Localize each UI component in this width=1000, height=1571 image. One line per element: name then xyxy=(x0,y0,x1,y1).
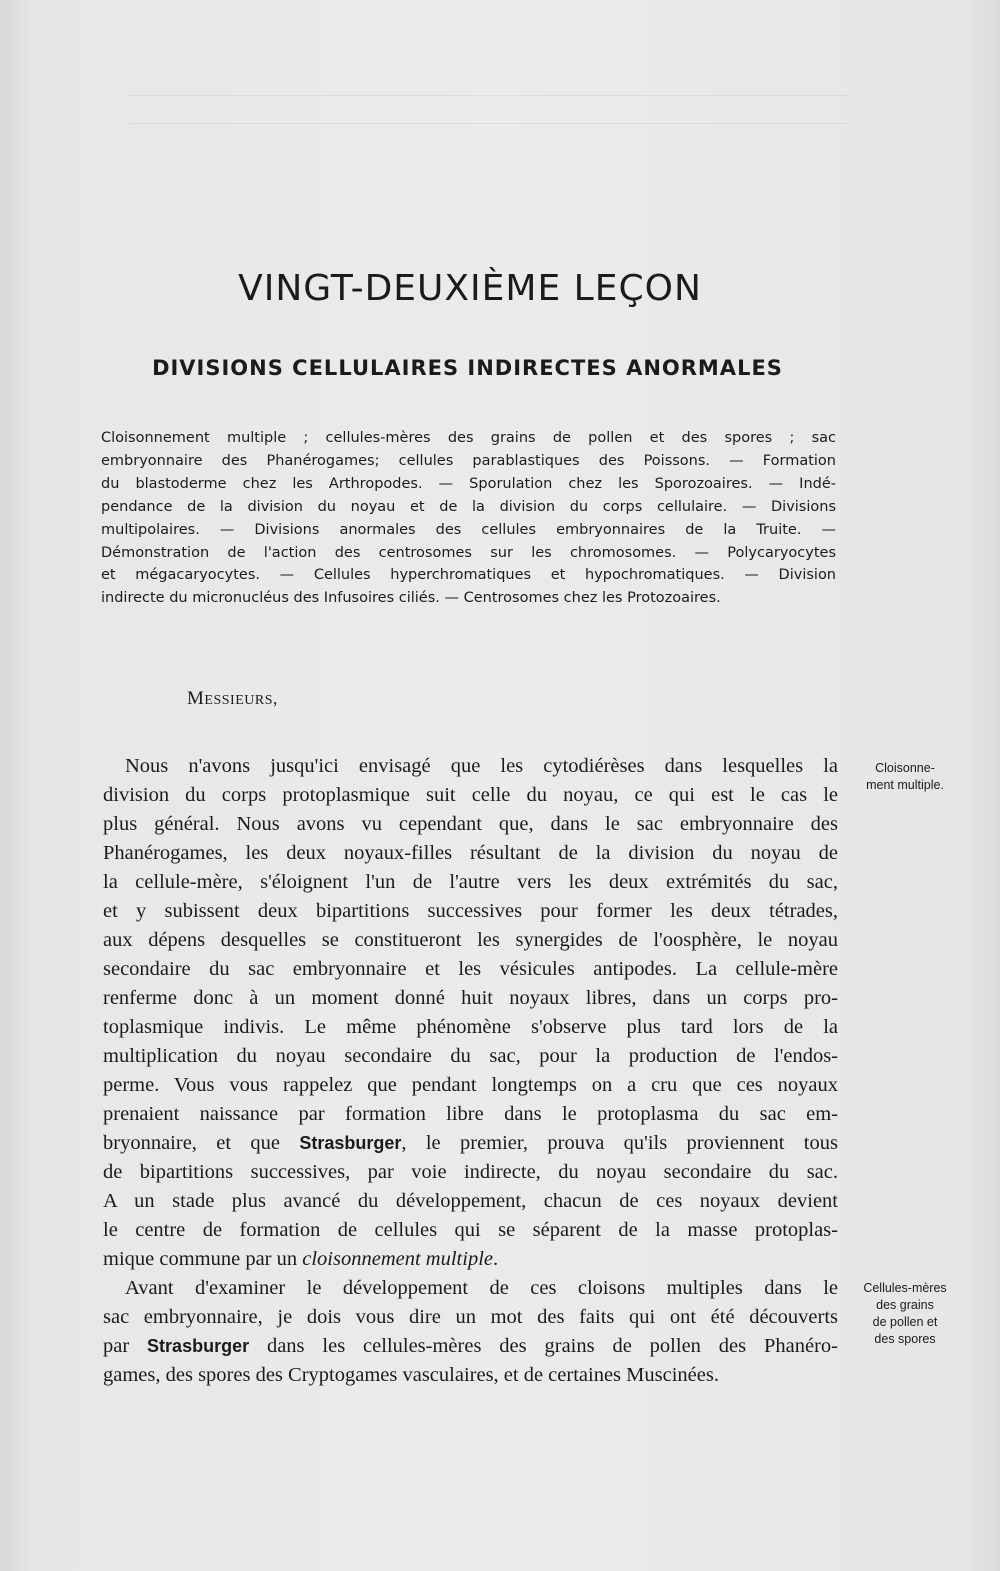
salutation-punct: , xyxy=(272,689,278,708)
body-line: Nous n'avons jusqu'ici envisagé que les cytodiérèses dans lesquelles la xyxy=(125,755,838,777)
margin-note-cellules-meres xyxy=(850,1280,960,1348)
summary-line: du blastoderme chez les Arthropodes. — Sporulation chez les Sporozoaires. — Indé- xyxy=(101,475,836,492)
italic-term: cloisonnement multiple xyxy=(302,1248,493,1270)
summary-line: Démonstration de l'action des centrosomes sur les chromosomes. — Polycaryocytes xyxy=(101,544,836,561)
body-line-tail: , le premier, prouva qu'ils proviennent tous xyxy=(401,1132,838,1154)
author-name: Strasburger xyxy=(299,1133,402,1153)
body-line: games, des spores des Cryptogames vasculaires, et de certaines Muscinées. xyxy=(103,1364,719,1386)
body-line-tail: . xyxy=(493,1248,499,1270)
bleed-through-texture xyxy=(130,95,850,135)
body-line: le centre de formation de cellules qui se séparent de la masse protoplas- xyxy=(103,1219,838,1241)
margin-note-line: des spores xyxy=(874,1332,936,1346)
body-line: prenaient naissance par formation libre dans le protoplasma du sac em- xyxy=(103,1103,838,1125)
margin-note-line: ment multiple. xyxy=(866,778,944,792)
body-line: secondaire du sac embryonnaire et les vésicules antipodes. La cellule-mère xyxy=(103,958,838,980)
body-text xyxy=(103,752,838,1390)
summary-line: et mégacaryocytes. — Cellules hyperchromatiques et hypochromatiques. — Division xyxy=(101,567,836,584)
body-line: sac embryonnaire, je dois vous dire un mot des faits qui ont été découverts xyxy=(103,1306,838,1328)
body-line: aux dépens desquelles se constitueront les synergides de l'oosphère, le noyau xyxy=(103,929,838,951)
chapter-subtitle: DIVISIONS CELLULAIRES INDIRECTES ANORMALES xyxy=(152,356,783,380)
salutation-initial: M xyxy=(187,688,205,709)
body-line: A un stade plus avancé du développement, chacun de ces noyaux devient xyxy=(103,1190,838,1212)
body-line: Avant d'examiner le développement de ces cloisons multiples dans le xyxy=(125,1277,838,1299)
body-line: la cellule-mère, s'éloignent l'un de l'autre vers les deux extrémités du sac, xyxy=(103,871,838,893)
body-line xyxy=(103,1245,838,1274)
body-line-head: par xyxy=(103,1335,148,1357)
summary-line: Cloisonnement multiple ; cellules-mères des grains de pollen et des spores ; sac xyxy=(101,430,836,446)
author-name: Strasburger xyxy=(147,1336,250,1356)
summary-line: embryonnaire des Phanérogames; cellules parablastiques des Poissons. — Formation xyxy=(101,452,836,469)
margin-note-cloisonnement xyxy=(850,760,960,794)
summary-line: indirecte du micronucléus des Infusoires ciliés. — Centrosomes chez les Protozoaires. xyxy=(101,590,721,607)
salutation-rest: ESSIEURS xyxy=(204,693,273,708)
body-line: division du corps protoplasmique suit celle du noyau, ce qui est le cas le xyxy=(103,784,838,806)
salutation xyxy=(187,688,278,710)
summary-line: multipolaires. — Divisions anormales des cellules embryonnaires de la Truite. — xyxy=(101,521,836,538)
summary-line: pendance de la division du noyau et de la division du corps cellulaire. — Divisions xyxy=(101,498,836,515)
body-line: multiplication du noyau secondaire du sac, pour la production de l'endos- xyxy=(103,1045,838,1067)
margin-note-line: Cloisonne- xyxy=(875,761,935,775)
chapter-title: VINGT-DEUXIÈME LEÇON xyxy=(238,268,702,309)
body-line-tail: dans les cellules-mères des grains de pollen des Phanéro- xyxy=(249,1335,838,1357)
body-line: de bipartitions successives, par voie indirecte, du noyau secondaire du sac. xyxy=(103,1161,838,1183)
body-line xyxy=(103,1332,838,1361)
margin-note-line: de pollen et xyxy=(872,1315,938,1329)
body-line-head: bryonnaire, et que xyxy=(103,1132,300,1154)
chapter-summary xyxy=(101,427,836,610)
body-line: Phanérogames, les deux noyaux-filles résultant de la division du noyau de xyxy=(103,842,838,864)
body-line: plus général. Nous avons vu cependant que, dans le sac embryonnaire des xyxy=(103,813,838,835)
body-line: renferme donc à un moment donné huit noyaux libres, dans un corps pro- xyxy=(103,987,838,1009)
body-line: toplasmique indivis. Le même phénomène s'observe plus tard lors de la xyxy=(103,1016,838,1038)
margin-note-line: Cellules-mères xyxy=(863,1281,947,1295)
body-line-head: mique commune par un xyxy=(103,1248,303,1270)
body-line: et y subissent deux bipartitions successives pour former les deux tétrades, xyxy=(103,900,838,922)
margin-note-line: des grains xyxy=(876,1298,934,1312)
body-line: perme. Vous vous rappelez que pendant longtemps on a cru que ces noyaux xyxy=(103,1074,838,1096)
body-line xyxy=(103,1129,838,1158)
